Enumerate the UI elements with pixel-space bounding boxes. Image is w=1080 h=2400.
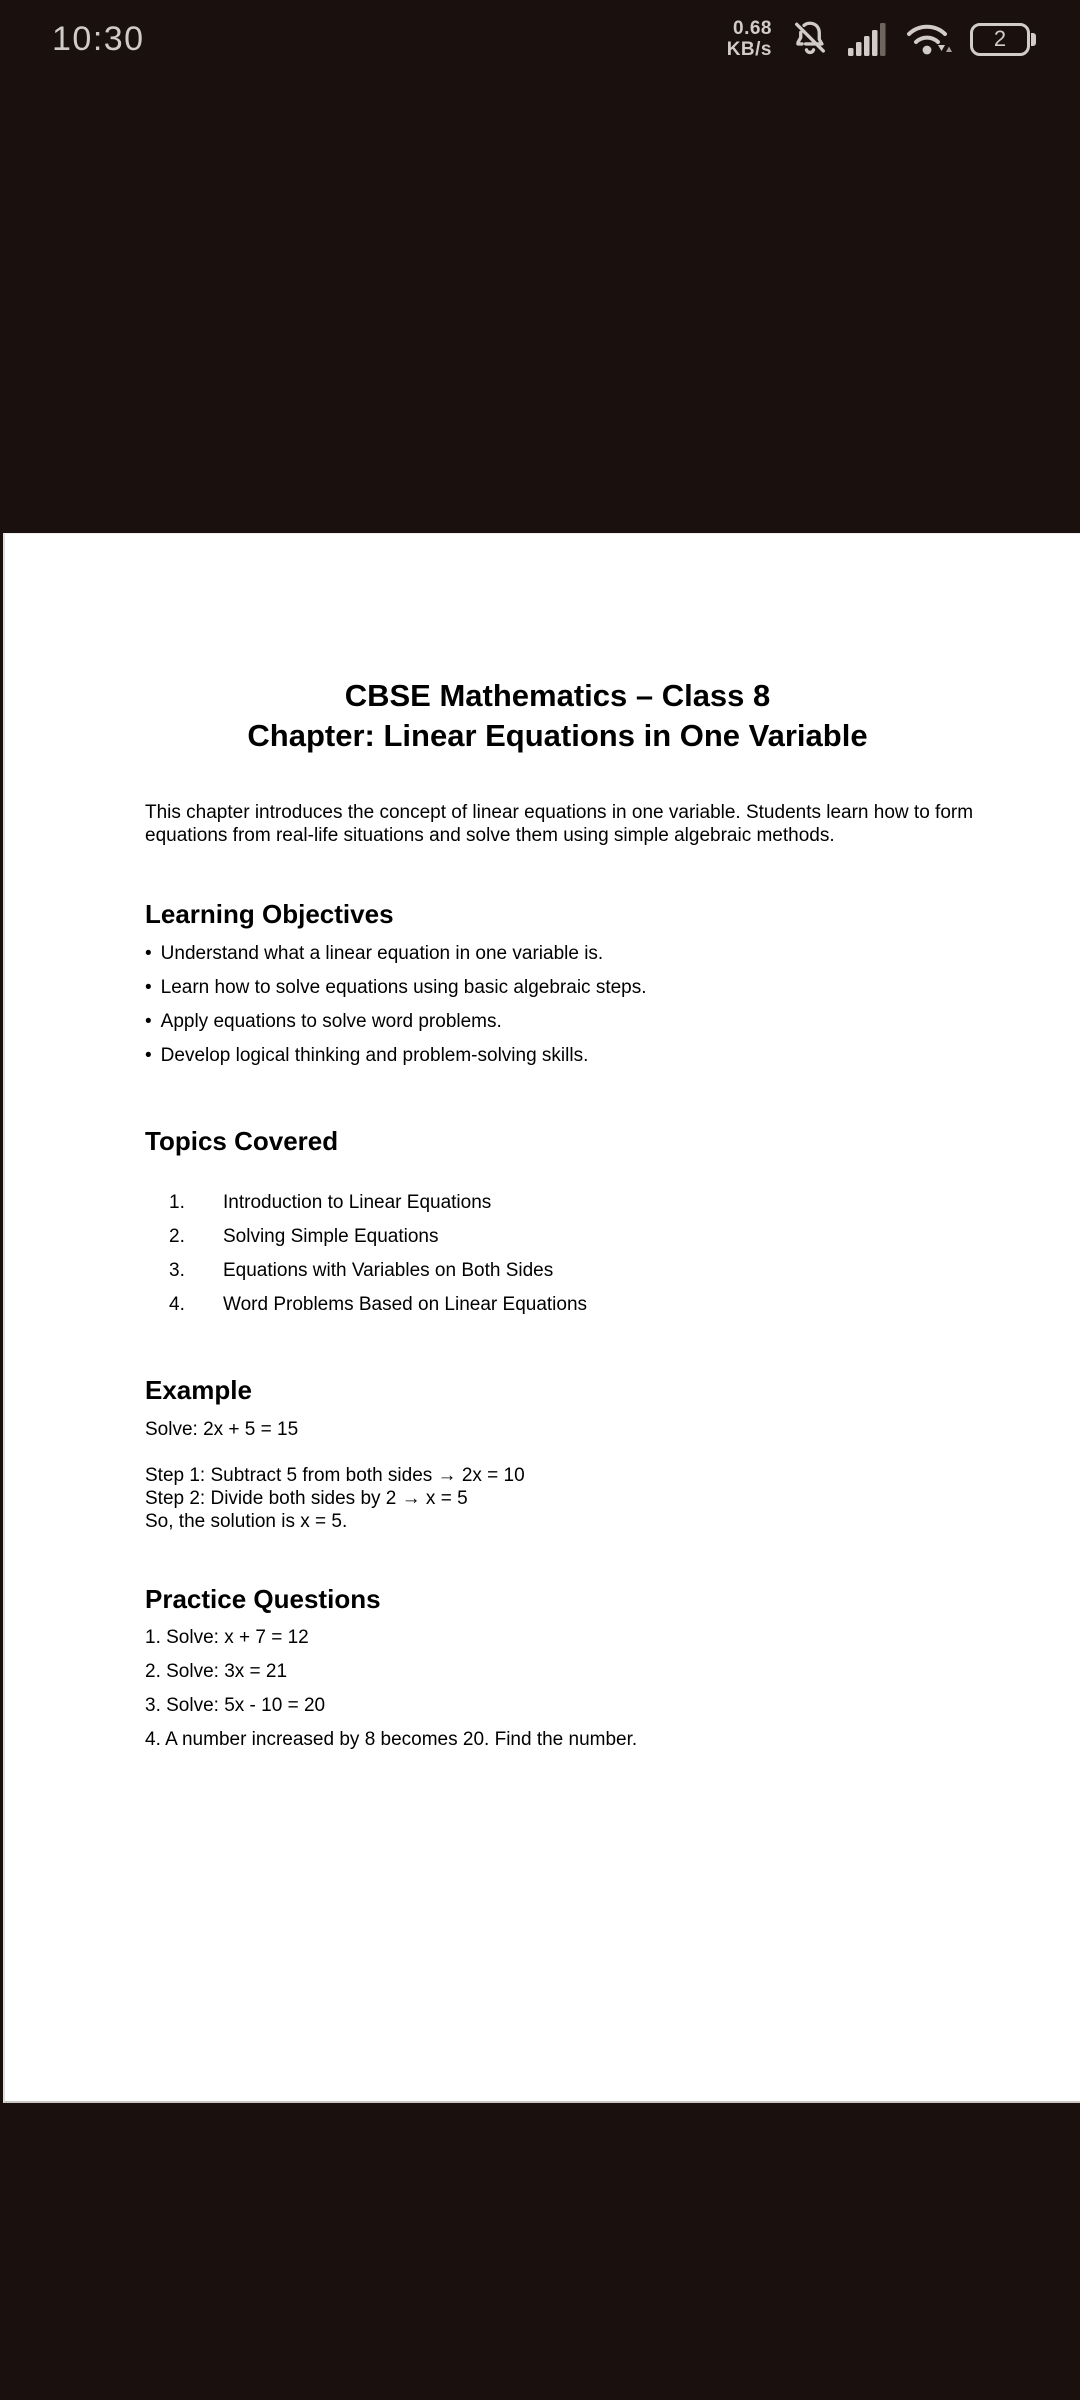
network-speed-indicator (727, 18, 772, 60)
heading-practice-questions: Practice Questions (145, 1584, 381, 1614)
example-step: Step 2: Divide both sides by 2 → x = 5 (145, 1488, 468, 1509)
practice-question: 2. Solve: 3x = 21 (145, 1661, 288, 1682)
document-title-line2: Chapter: Linear Equations in One Variable (247, 718, 868, 753)
intro-line1: This chapter introduces the concept of linear equations in one variable. Students learn how to form (145, 802, 974, 823)
topic-text: Introduction to Linear Equations (223, 1192, 492, 1213)
notifications-muted-icon (789, 18, 831, 60)
practice-question: 1. Solve: x + 7 = 12 (145, 1627, 309, 1648)
list-item (145, 1045, 970, 1066)
topic-text: Word Problems Based on Linear Equations (223, 1294, 588, 1315)
heading-example: Example (145, 1375, 252, 1405)
bullet-marker: • (145, 1011, 152, 1032)
document-title (145, 676, 970, 756)
topics-list (145, 1192, 970, 1315)
status-icons-cluster (727, 18, 1040, 60)
example-step: So, the solution is x = 5. (145, 1511, 348, 1532)
list-item (145, 977, 970, 998)
list-item (169, 1192, 970, 1213)
example-step: Step 1: Subtract 5 from both sides → 2x = 10 (145, 1465, 525, 1486)
bullet-marker: • (145, 977, 152, 998)
list-item (145, 1011, 970, 1032)
topic-text: Equations with Variables on Both Sides (223, 1260, 554, 1281)
bullet-marker: • (145, 943, 152, 964)
list-number: 2. (169, 1226, 185, 1247)
list-number: 3. (169, 1260, 185, 1281)
network-speed-unit: KB/s (726, 39, 772, 60)
list-item (169, 1294, 970, 1315)
wifi-icon (905, 21, 953, 57)
objective-text: Understand what a linear equation in one variable is. (160, 943, 604, 964)
battery-icon (970, 23, 1030, 56)
practice-question: 4. A number increased by 8 becomes 20. Find the number. (145, 1729, 638, 1750)
battery-level: 2 (993, 26, 1007, 51)
status-time: 10:30 (52, 19, 145, 58)
objective-text: Develop logical thinking and problem-solving skills. (160, 1045, 589, 1066)
heading-topics-covered: Topics Covered (145, 1126, 339, 1156)
list-item (145, 943, 970, 964)
heading-learning-objectives: Learning Objectives (145, 899, 394, 929)
list-number: 4. (169, 1294, 185, 1315)
list-number: 1. (169, 1192, 185, 1213)
learning-objectives-list (145, 943, 970, 1066)
practice-questions-list (145, 1627, 970, 1750)
practice-question: 3. Solve: 5x - 10 = 20 (145, 1695, 326, 1716)
objective-text: Apply equations to solve word problems. (160, 1011, 502, 1032)
list-item (169, 1260, 970, 1281)
document-page[interactable] (3, 533, 1080, 2103)
bullet-marker: • (145, 1045, 152, 1066)
intro-paragraph (145, 801, 974, 847)
cellular-signal-icon (848, 23, 888, 56)
list-item (169, 1226, 970, 1247)
network-speed-value: 0.68 (733, 18, 772, 39)
example-problem: Solve: 2x + 5 = 15 (145, 1419, 299, 1440)
document-title-line1: CBSE Mathematics – Class 8 (344, 678, 771, 713)
objective-text: Learn how to solve equations using basic algebraic steps. (160, 977, 647, 998)
intro-line2: equations from real-life situations and solve them using simple algebraic methods. (145, 825, 835, 846)
status-bar[interactable] (0, 0, 1080, 78)
example-steps (145, 1464, 970, 1533)
topic-text: Solving Simple Equations (223, 1226, 439, 1247)
